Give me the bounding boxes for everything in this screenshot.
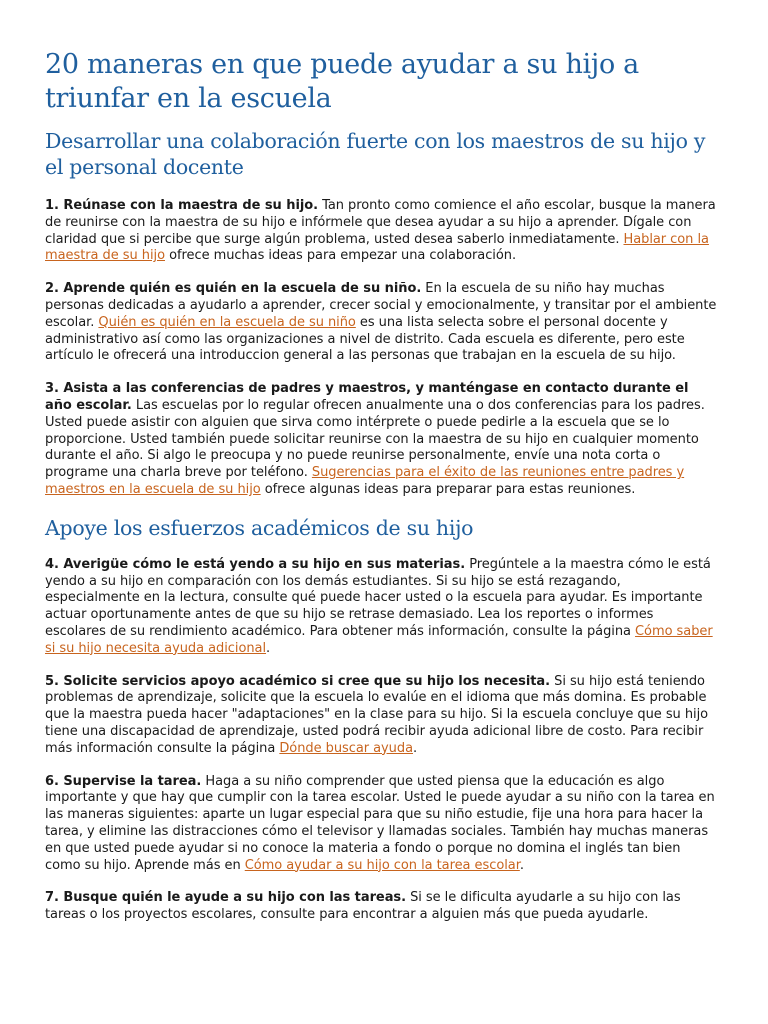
item-lead: 5. Solicite servicios apoyo académico si cree que su hijo los necesita.	[45, 673, 551, 689]
item-text-end: .	[266, 640, 271, 656]
list-item-7	[45, 890, 718, 924]
item-lead: 3. Asista a las conferencias de padres y maestros, y manténgase en contacto durante el año escolar.	[45, 381, 689, 413]
page-title: 20 maneras en que puede ayudar a su hijo a triunfar en la escuela	[45, 49, 639, 114]
item-text-end: es una lista selecta sobre el personal docente y administrativo así como las organizaciones a nivel de distrito. Cada escuela es diferente, pero este artículo le ofrecerá una introduccion general a las personas que trabajan en la escuela de su hijo.	[45, 314, 685, 364]
item-lead: 4. Averigüe cómo le está yendo a su hijo en sus materias.	[45, 556, 466, 572]
item-lead: 1. Reúnase con la maestra de su hijo.	[45, 198, 319, 213]
link-donde-buscar-ayuda[interactable]: Dónde buscar ayuda	[279, 740, 413, 756]
item-text-end: ofrece muchas ideas para empezar una colaboración.	[165, 248, 517, 264]
item-text-end: .	[519, 857, 524, 873]
list-item-4	[45, 557, 718, 658]
link-hablar-maestra[interactable]: Hablar con la maestra de su hijo	[45, 231, 709, 264]
item-text: Si se le dificulta ayudarle a su hijo con las tareas o los proyectos escolares, consulte para encontrar a alguien más que pueda ayudarle.	[45, 890, 681, 923]
list-item-5	[45, 674, 718, 758]
item-text-end: .	[413, 740, 418, 756]
link-tarea-escolar[interactable]: Cómo ayudar a su hijo con la tarea escolar	[244, 857, 520, 873]
item-lead: 6. Supervise la tarea.	[45, 773, 202, 789]
section-heading-academic: Apoye los esfuerzos académicos de su hijo	[45, 515, 474, 540]
item-text: Tan pronto como comience el año escolar, busque la manera de reunirse con la maestra de su hijo e infórmele que desea ayudar a su hijo a aprender. Dígale con claridad que si percibe que surge algún problema, usted desea saberlo inmediatamente.	[45, 198, 716, 247]
list-item-3	[45, 381, 718, 499]
link-quien-es-quien[interactable]: Quién es quién en la escuela de su niño	[98, 314, 356, 330]
item-text: Las escuelas por lo regular ofrecen anualmente una o dos conferencias para los padres. Usted puede asistir con alguien que sirva como intérprete o puede pedirle a la escuela que se lo proporcione. Usted también puede solicitar reunirse con la maestra de su hijo en cualquier momento durante el año. Si algo le preocupa y no puede reunirse personalmente, envíe una nota corta o programe una charla breve por teléfono.	[45, 397, 705, 481]
list-item-1	[45, 198, 718, 265]
item-text: Pregúntele a la maestra cómo le está yendo a su hijo en comparación con los demás estudiantes. Si su hijo se está rezagando, especialmente en la lectura, consulte qué puede hacer usted o la escuela para ayudar. Es importante actuar oportunamente antes de que su hijo se retrase demasiado. Lea los reportes o informes escolares de su rendimiento académico. Para obtener más información, consulte la página	[45, 556, 711, 639]
item-text: Haga a su niño comprender que usted piensa que la educación es algo importante y que hay que cumplir con la tarea escolar. Usted le puede ayudar a su niño con la tarea en las maneras siguientes: aparte un lugar especial para que su niño estudie, fije una hora para hacer la tarea, y elimine las distracciones cómo el televisor y llamadas sociales. También hay muchas maneras en que usted puede ayudar si no conoce la materia a fondo o porque no domina el inglés tan bien como su hijo. Aprende más en	[45, 773, 715, 873]
link-ayuda-adicional[interactable]: Cómo saber si su hijo necesita ayuda adicional	[45, 623, 713, 656]
section-heading-collaboration: Desarrollar una colaboración fuerte con los maestros de su hijo y el personal docente	[45, 129, 706, 179]
list-item-2	[45, 281, 718, 365]
item-text-end: ofrece algunas ideas para preparar para estas reuniones.	[260, 481, 636, 497]
item-lead: 2. Aprende quién es quién en la escuela de su niño.	[45, 281, 422, 297]
list-item-6	[45, 774, 718, 875]
item-lead: 7. Busque quién le ayude a su hijo con las tareas.	[45, 890, 406, 906]
item-text: En la escuela de su niño hay muchas personas dedicadas a ayudarlo a aprender, crecer social y emocionalmente, y transitar por el ambiente escolar.	[45, 281, 717, 330]
item-text: Si su hijo está teniendo problemas de aprendizaje, solicite que la escuela lo evalúe en el idioma que más domina. Es probable que la maestra pueda hacer "adaptaciones" en la clase para su hijo. Si la escuela concluye que su hijo tiene una discapacidad de aprendizaje, usted podrá recibir ayuda adicional libre de costo. Para recibir más información consulte la página	[45, 673, 709, 756]
link-sugerencias-reuniones[interactable]: Sugerencias para el éxito de las reuniones entre padres y maestros en la escuela de su hijo	[45, 465, 685, 497]
